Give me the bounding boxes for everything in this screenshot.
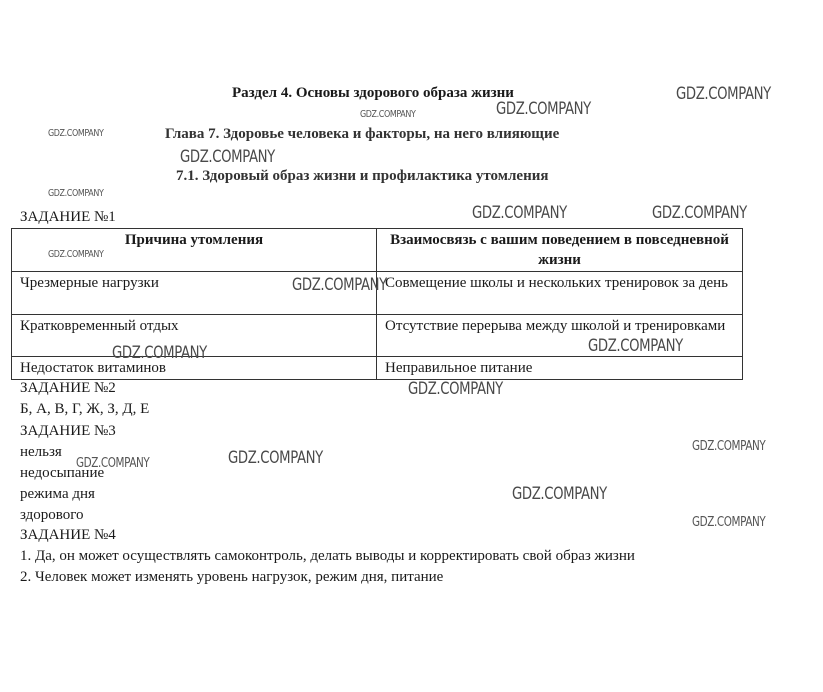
watermark-text: GDZ.COMPANY (360, 109, 416, 120)
relation-cell: Неправильное питание (377, 357, 743, 380)
cause-cell: Кратковременный отдых (12, 315, 377, 357)
topic-title: 7.1. Здоровый образ жизни и профилактика утомления (176, 168, 549, 184)
watermark-text: GDZ.COMPANY (408, 379, 503, 399)
task3-word: режима дня (20, 486, 95, 502)
watermark-text: GDZ.COMPANY (496, 99, 591, 119)
watermark-text: GDZ.COMPANY (76, 456, 150, 471)
watermark-text: GDZ.COMPANY (588, 336, 683, 356)
column-header-cause: Причина утомления (12, 229, 377, 272)
task4-label: ЗАДАНИЕ №4 (20, 527, 116, 543)
section-title: Раздел 4. Основы здорового образа жизни (232, 85, 514, 101)
watermark-text: GDZ.COMPANY (652, 203, 747, 223)
watermark-text: GDZ.COMPANY (292, 275, 387, 295)
cause-cell: Чрезмерные нагрузки (12, 272, 377, 315)
table-header-row (12, 229, 743, 272)
task2-label: ЗАДАНИЕ №2 (20, 380, 116, 396)
column-header-relation: Взаимосвязь с вашим поведением в повседневной жизни (377, 229, 743, 272)
watermark-text: GDZ.COMPANY (692, 439, 766, 454)
watermark-text: GDZ.COMPANY (512, 484, 607, 504)
task2-answer: Б, А, В, Г, Ж, З, Д, Е (20, 401, 150, 417)
watermark-text: GDZ.COMPANY (676, 84, 771, 104)
task3-word: нельзя (20, 444, 62, 460)
watermark-text: GDZ.COMPANY (692, 515, 766, 530)
watermark-text: GDZ.COMPANY (180, 147, 275, 167)
task4-answer: 1. Да, он может осуществлять самоконтроль, делать выводы и корректировать свой образ жизни (20, 548, 635, 564)
watermark-text: GDZ.COMPANY (472, 203, 567, 223)
task4-answer: 2. Человек может изменять уровень нагрузок, режим дня, питание (20, 569, 444, 585)
watermark-text: GDZ.COMPANY (112, 343, 207, 363)
task3-word: здорового (20, 507, 84, 523)
watermark-text: GDZ.COMPANY (48, 249, 104, 260)
task1-label: ЗАДАНИЕ №1 (20, 209, 116, 225)
chapter-title: Глава 7. Здоровье человека и факторы, на него влияющие (165, 126, 560, 142)
watermark-text: GDZ.COMPANY (228, 448, 323, 468)
watermark-text: GDZ.COMPANY (48, 188, 104, 199)
task3-word: недосыпание (20, 465, 105, 481)
task3-label: ЗАДАНИЕ №3 (20, 423, 116, 439)
cause-cell: Недостаток витаминов (12, 357, 377, 380)
relation-cell: Совмещение школы и нескольких тренировок за день (377, 272, 743, 315)
watermark-text: GDZ.COMPANY (48, 128, 104, 139)
relation-cell: Отсутствие перерыва между школой и тренировками (377, 315, 743, 357)
